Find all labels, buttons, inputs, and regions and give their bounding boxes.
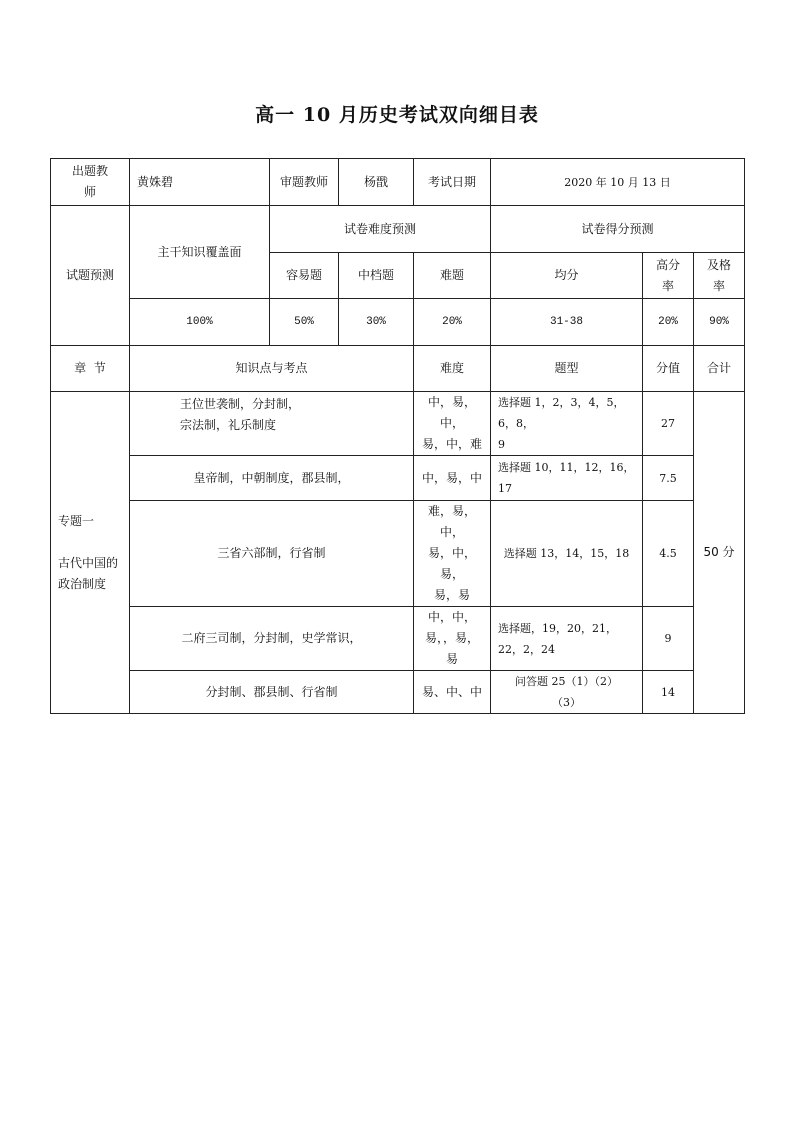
reviewer-label: 审题教师 <box>270 159 339 206</box>
difficulty-cell: 难，易，中， 易，中，易， 易，易 <box>414 501 491 607</box>
coverage-value: 100% <box>130 299 270 346</box>
high-rate-value: 20% <box>643 299 694 346</box>
difficulty-cell: 中，易，中 <box>414 456 491 501</box>
difficulty-header: 难度 <box>414 346 491 392</box>
detail-table <box>50 158 745 714</box>
question-type-cell: 问答题 25（1）（2） （3） <box>491 671 643 714</box>
setter-name: 黄姝碧 <box>130 159 270 206</box>
medium-value: 30% <box>339 299 414 346</box>
avg-value: 31-38 <box>491 299 643 346</box>
score-cell: 27 <box>643 392 694 456</box>
difficulty-cell: 中，中， 易，，易， 易 <box>414 607 491 671</box>
page-title: 高一 10 月历史考试双向细目表 <box>255 104 539 126</box>
knowledge-cell: 二府三司制，分封制，史学常识， <box>130 607 414 671</box>
knowledge-cell: 三省六部制，行省制 <box>130 501 414 607</box>
table-row <box>51 456 745 501</box>
knowledge-cell: 分封制、郡县制、行省制 <box>130 671 414 714</box>
question-type-cell: 选择题 13，14，15，18 <box>491 501 643 607</box>
table-row <box>51 501 745 607</box>
avg-label: 均分 <box>491 253 643 299</box>
chapter-name: 专题一 古代中国的 政治制度 <box>51 392 130 714</box>
column-header-row <box>51 346 745 392</box>
high-rate-label: 高分 率 <box>643 253 694 299</box>
forecast-row-3 <box>51 299 745 346</box>
score-group-label: 试卷得分预测 <box>491 206 745 253</box>
score-header: 分值 <box>643 346 694 392</box>
difficulty-cell: 易、中、中 <box>414 671 491 714</box>
score-cell: 4.5 <box>643 501 694 607</box>
hard-value: 20% <box>414 299 491 346</box>
knowledge-cell: 王位世袭制，分封制， 宗法制，礼乐制度 <box>130 392 414 456</box>
question-type-cell: 选择题 10，11，12，16，17 <box>491 456 643 501</box>
difficulty-group-label: 试卷难度预测 <box>270 206 491 253</box>
table-row <box>51 671 745 714</box>
forecast-row-1 <box>51 206 745 253</box>
question-type-header: 题型 <box>491 346 643 392</box>
easy-value: 50% <box>270 299 339 346</box>
coverage-label: 主干知识覆盖面 <box>130 206 270 299</box>
forecast-label: 试题预测 <box>51 206 130 346</box>
reviewer-name: 杨戬 <box>339 159 414 206</box>
knowledge-cell: 皇帝制，中朝制度，郡县制， <box>130 456 414 501</box>
score-cell: 9 <box>643 607 694 671</box>
setter-label: 出题教 师 <box>51 159 130 206</box>
knowledge-header: 知识点与考点 <box>130 346 414 392</box>
pass-rate-label: 及格 率 <box>694 253 745 299</box>
hard-label: 难题 <box>414 253 491 299</box>
pass-rate-value: 90% <box>694 299 745 346</box>
score-cell: 7.5 <box>643 456 694 501</box>
table-row <box>51 607 745 671</box>
table-row <box>51 392 745 456</box>
medium-label: 中档题 <box>339 253 414 299</box>
score-cell: 14 <box>643 671 694 714</box>
easy-label: 容易题 <box>270 253 339 299</box>
question-type-cell: 选择题，19，20，21，22，2，24 <box>491 607 643 671</box>
total-header: 合计 <box>694 346 745 392</box>
difficulty-cell: 中，易，中， 易，中，难 <box>414 392 491 456</box>
question-type-cell: 选择题 1，2，3，4，5，6，8， 9 <box>491 392 643 456</box>
chapter-total: 50 分 <box>694 392 745 714</box>
chapter-header: 章 节 <box>51 346 130 392</box>
date-value: 2020 年 10 月 13 日 <box>491 159 745 206</box>
date-label: 考试日期 <box>414 159 491 206</box>
header-row <box>51 159 745 206</box>
